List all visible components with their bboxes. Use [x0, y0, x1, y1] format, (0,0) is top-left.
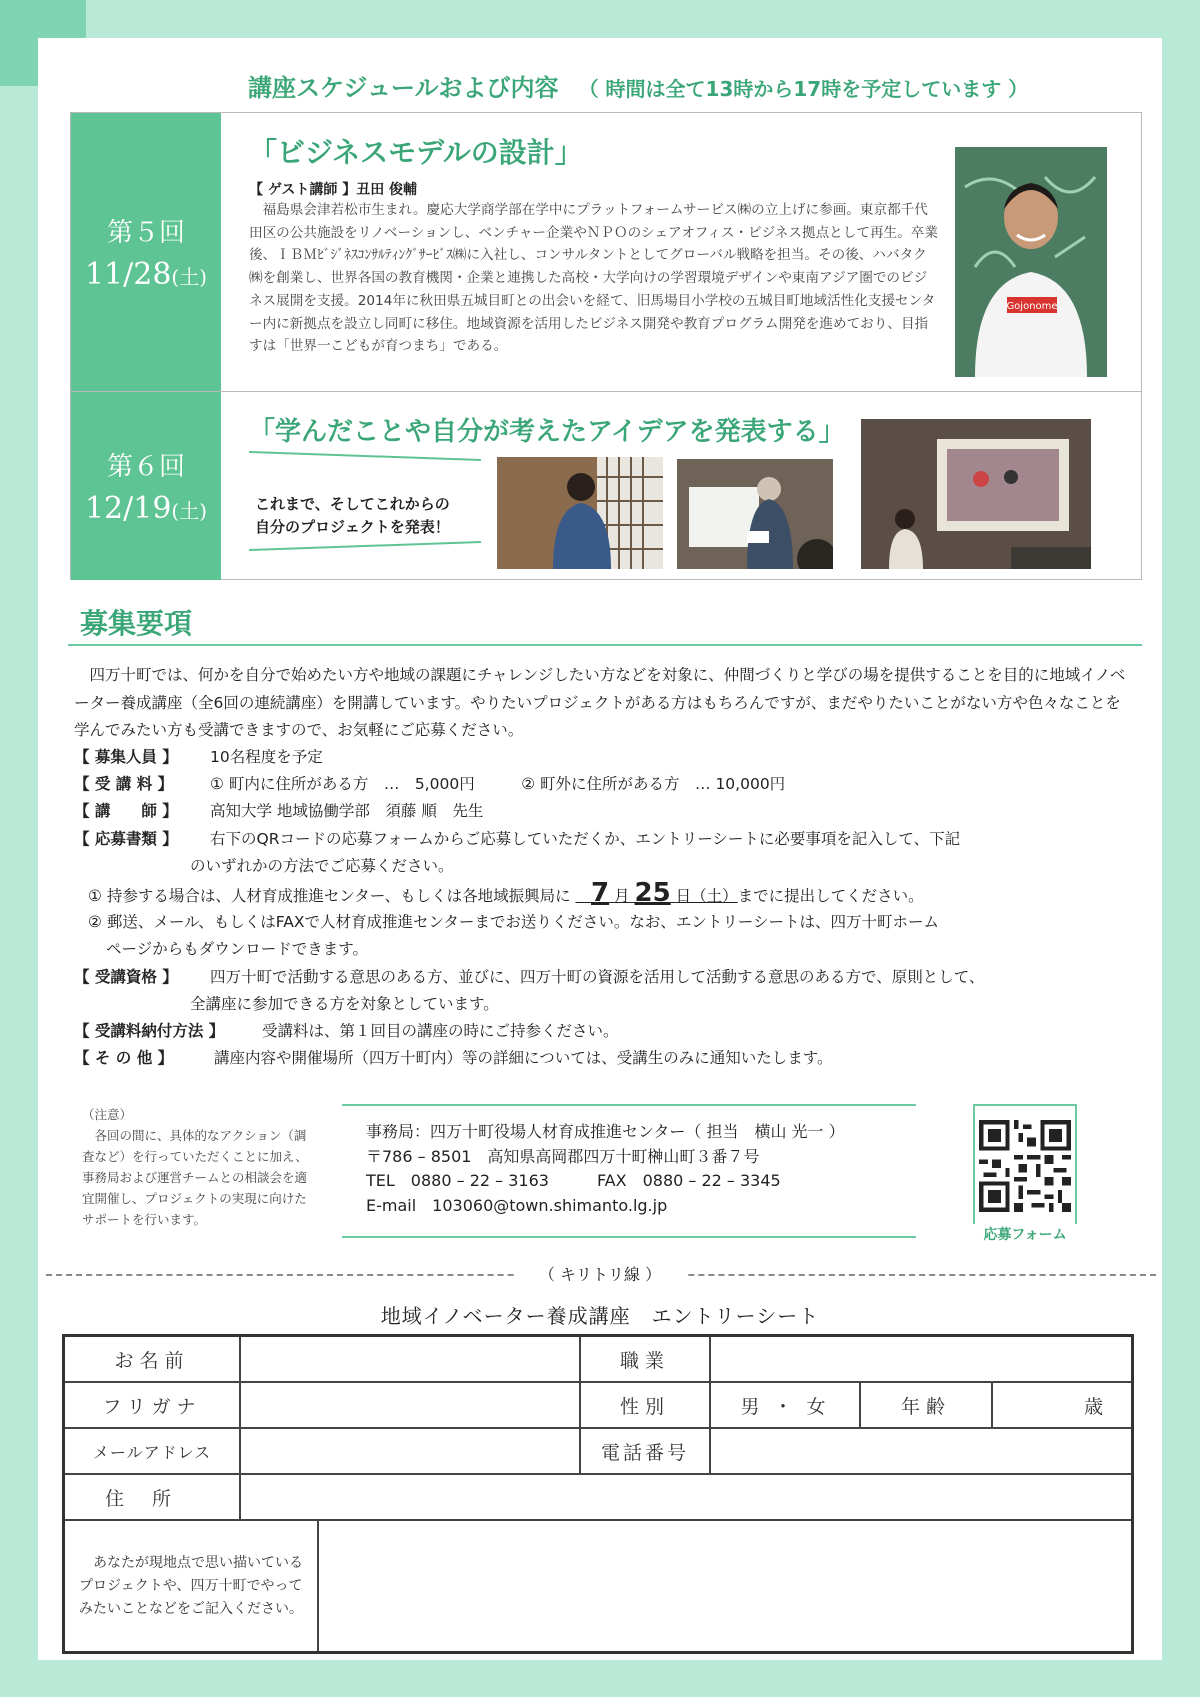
presentation-photo-2: [677, 459, 833, 569]
notice-body: 各回の間に、具体的なアクション（調査など）を行っていただくことに加え、事務局および運営チームとの相談会を適宜開催し、プロジェクトの実現に向けたサポートを行います。: [82, 1128, 308, 1227]
office-email[interactable]: E-mail 103060@town.shimanto.lg.jp: [366, 1195, 668, 1215]
session5-title: 「ビジネスモデルの設計」: [249, 136, 583, 169]
session5-label: [71, 113, 221, 391]
office-contact: [342, 1104, 916, 1238]
method2-row: ② 郵送、メール、もしくはFAXで人材育成推進センターまでお送りください。なお、エントリーシートは、四万十町ホーム: [88, 913, 940, 931]
docs-row-cont: のいずれかの方法でご応募ください。: [190, 857, 454, 875]
notice-heading: （注意）: [82, 1107, 133, 1122]
presentation-photo-1: [497, 457, 663, 569]
session6-number: 第６回: [106, 452, 185, 482]
schedule-time-note: （ 時間は全て13時から17時を予定しています ）: [578, 77, 1029, 101]
session6-title: 「学んだことや自分が考えたアイデアを発表する」: [249, 417, 845, 447]
decor-line-top: [249, 451, 481, 461]
row-divider: [71, 391, 1141, 392]
project-prompt: あなたが現地点で思い描いているプロジェクトや、四万十町でやってみたいことなどをご記入ください。: [65, 1521, 319, 1651]
guest-photo: [955, 147, 1107, 377]
age-field[interactable]: 歳: [993, 1383, 1131, 1429]
presentation-photo-3: [861, 419, 1091, 569]
name-label: お名前: [65, 1337, 241, 1383]
decor-line-bottom: [249, 541, 481, 551]
schedule-table: [70, 112, 1142, 580]
entry-sheet-title: 地域イノベーター養成講座 エントリーシート: [380, 1304, 820, 1328]
name-field[interactable]: [241, 1337, 581, 1383]
email-label: メールアドレス: [65, 1429, 241, 1475]
notice-box: [82, 1104, 314, 1230]
flyer-page: [38, 38, 1162, 1660]
gender-options[interactable]: 男 ・ 女: [711, 1383, 861, 1429]
recruit-title: 募集要項: [80, 607, 193, 640]
fee-row: 【 受 講 料 】 ① 町内に住所がある方 … 5,000円 ② 町外に住所がある方 … 10,000円: [74, 775, 786, 793]
entry-sheet-form: [62, 1334, 1134, 1654]
other-row: 【 そ の 他 】 講座内容や開催場所（四万十町内）等の詳細については、受講生のみに通知いたします。: [74, 1049, 833, 1067]
qr-frame: [973, 1104, 1077, 1238]
qualification-row-cont: 全講座に参加できる方を対象としています。: [190, 995, 499, 1013]
furigana-label: フリガナ: [65, 1383, 241, 1429]
office-address: 〒786 – 8501 高知県高岡郡四万十町榊山町３番７号: [366, 1146, 760, 1166]
office-name: 事務局：四万十町役場人材育成推進センター（ 担当 横山 光一 ）: [366, 1122, 845, 1141]
address-field[interactable]: [241, 1475, 1131, 1521]
office-phone-fax: TEL 0880 – 22 – 3163 FAX 0880 – 22 – 3345: [366, 1171, 781, 1190]
capacity-row: 【 募集人員 】 10名程度を予定: [74, 748, 323, 766]
guest-bio: 福島県会津若松市生まれ。慶応大学商学部在学中にプラットフォームサービス㈱の立上げに参画。東京都千代田区の公共施設をリノベーションし、ベンチャー企業やＮＰＯのシェアオフィス・ビジネス拠点として再生。卒業後、ＩＢＭﾋﾞｼﾞﾈｽｺﾝｻﾙﾃｨﾝｸﾞｻｰﾋﾞｽ㈱に入社し、コンサルタントとしてグローバル戦略を担当。その後、ハバタク㈱を創業し、世界各国の教育機関・企業と連携した高校・大学向けの学習環境デザインや東南アジア圏でのビジネス展開を支援。2014年に秋田県五城目町との出会いを経て、旧馬場目小学校の五城目町地域活性化支援センター内に新拠点を設立し同町に移住。地域資源を活用したビジネス開発や教育プログラム開発を進めており、目指すは「世界一こどもが育つまち」である。: [249, 202, 938, 355]
session6-date: 12/19(土): [84, 491, 208, 526]
session5-date: 11/28(土): [84, 257, 208, 292]
gender-label: 性別: [581, 1383, 711, 1429]
occupation-field[interactable]: [711, 1337, 1131, 1383]
phone-field[interactable]: [711, 1429, 1131, 1475]
phone-label: 電話番号: [581, 1429, 711, 1475]
lecturer-row: 【 講 師 】 高知大学 地域協働学部 須藤 順 先生: [74, 802, 484, 820]
occupation-label: 職業: [581, 1337, 711, 1383]
method2-row-cont: ページからもダウンロードできます。: [106, 940, 368, 958]
project-field[interactable]: [319, 1521, 1131, 1651]
qr-code-icon[interactable]: [979, 1120, 1071, 1212]
recruit-divider: [68, 644, 1142, 646]
email-field[interactable]: [241, 1429, 581, 1475]
session6-text: これまで、そしてこれからの 自分のプロジェクトを発表！: [255, 495, 450, 536]
age-label: 年齢: [861, 1383, 993, 1429]
cut-line-label: （ キリトリ線 ）: [38, 1262, 1162, 1285]
session5-number: 第５回: [106, 218, 185, 248]
session6-label: [71, 392, 221, 580]
schedule-title: 講座スケジュールおよび内容 （ 時間は全て13時から17時を予定しています ）: [248, 74, 1029, 102]
docs-row: 【 応募書類 】 右下のQRコードの応募フォームからご応募していただくか、エントリーシートに必要事項を記入して、下記: [74, 830, 961, 848]
address-label: 住所: [65, 1475, 241, 1521]
shirt-logo: Gojonome: [1006, 301, 1058, 312]
method1-row: ① 持参する場合は、人材育成推進センター、もしくは各地域振興局に 7 月 25 日（土）までに提出してください。: [88, 878, 924, 908]
qualification-row: 【 受講資格 】 四万十町で活動する意思のある方、並びに、四万十町の資源を活用して活動する意思のある方で、原則として、: [74, 968, 985, 986]
recruit-intro: 四万十町では、何かを自分で始めたい方や地域の課題にチャレンジしたい方などを対象に、仲間づくりと学びの場を提供することを目的に地域イノベーター養成講座（全6回の連続講座）を開講しています。やりたいプロジェクトがある方はもちろんですが、まだやりたいことがない方や色々なことを学んでみたい方も受講できますので、お気軽にご応募ください。: [74, 666, 1126, 739]
furigana-field[interactable]: [241, 1383, 581, 1429]
guest-lecturer: 【 ゲスト講師 】丑田 俊輔: [249, 182, 418, 198]
qr-label[interactable]: 応募フォーム: [973, 1224, 1077, 1244]
payment-row: 【 受講料納付方法 】 受講料は、第１回目の講座の時にご持参ください。: [74, 1022, 619, 1040]
